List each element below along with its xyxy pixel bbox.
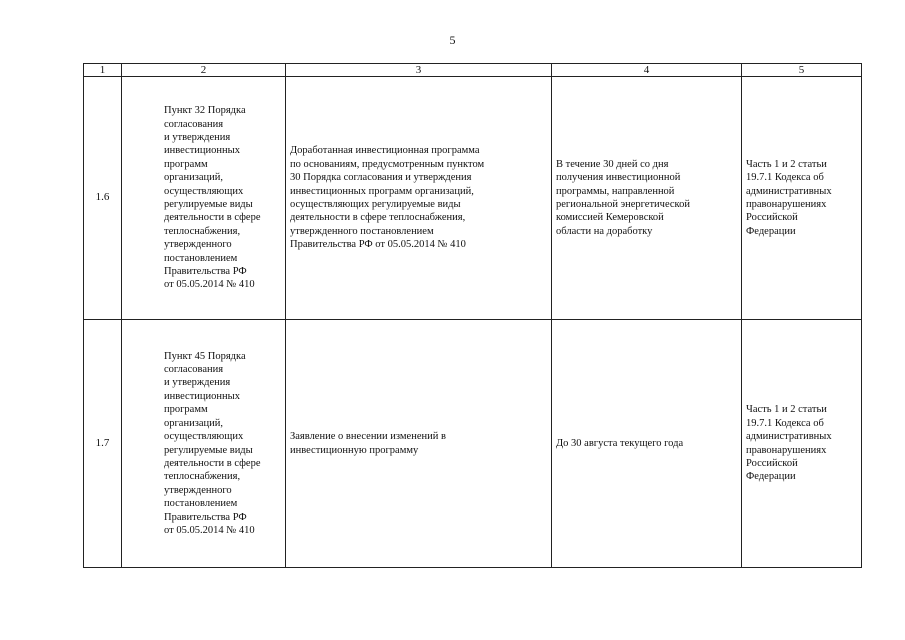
document-cell [286, 77, 552, 320]
deadline-cell [552, 77, 742, 320]
liability-cell [742, 77, 862, 320]
legal-basis-cell [122, 320, 286, 568]
liability-text: Часть 1 и 2 статьи 19.7.1 Кодекса об административных правонарушениях Российской Федерации [746, 404, 832, 483]
deadline-cell [552, 320, 742, 568]
legal-basis-text: Пункт 45 Порядка согласования и утверждения инвестиционных программ организаций, осуществляющих регулируемые виды деятельности в сфере теплоснабжения, утвержденного постановлением Правительства РФ от 05.05.2014 № 410 [164, 350, 261, 536]
page-number: 5 [449, 33, 456, 47]
column-number-2: 2 [122, 64, 286, 77]
document-text: Доработанная инвестиционная программа по основаниям, предусмотренным пунктом 30 Порядка согласования и утверждения инвестиционных программ организаций, осуществляющих регулируемые виды деятельности в сфере теплоснабжения, утвержденного постановлением Правительства РФ от 05.05.2014 № 410 [290, 145, 485, 251]
requirements-table [83, 63, 862, 568]
legal-basis-cell [122, 77, 286, 320]
row-number: 1.6 [84, 77, 122, 320]
column-number-3: 3 [286, 64, 552, 77]
deadline-text: До 30 августа текущего года [556, 437, 684, 449]
document-text: Заявление о внесении изменений в инвестиционную программу [290, 431, 446, 456]
table-header-row [84, 64, 862, 77]
column-number-4: 4 [552, 64, 742, 77]
table-row [84, 320, 862, 568]
document-cell [286, 320, 552, 568]
table-row [84, 77, 862, 320]
column-number-1: 1 [84, 64, 122, 77]
column-number-5: 5 [742, 64, 862, 77]
liability-text: Часть 1 и 2 статьи 19.7.1 Кодекса об административных правонарушениях Российской Федерации [746, 158, 832, 237]
legal-basis-text: Пункт 32 Порядка согласования и утверждения инвестиционных программ организаций, осуществляющих регулируемые виды деятельности в сфере теплоснабжения, утвержденного постановлением Правительства РФ от 05.05.2014 № 410 [164, 105, 261, 291]
deadline-text: В течение 30 дней со дня получения инвестиционной программы, направленной региональной энергетической комиссией Кемеровской области на доработку [556, 158, 690, 237]
row-number: 1.7 [84, 320, 122, 568]
liability-cell [742, 320, 862, 568]
